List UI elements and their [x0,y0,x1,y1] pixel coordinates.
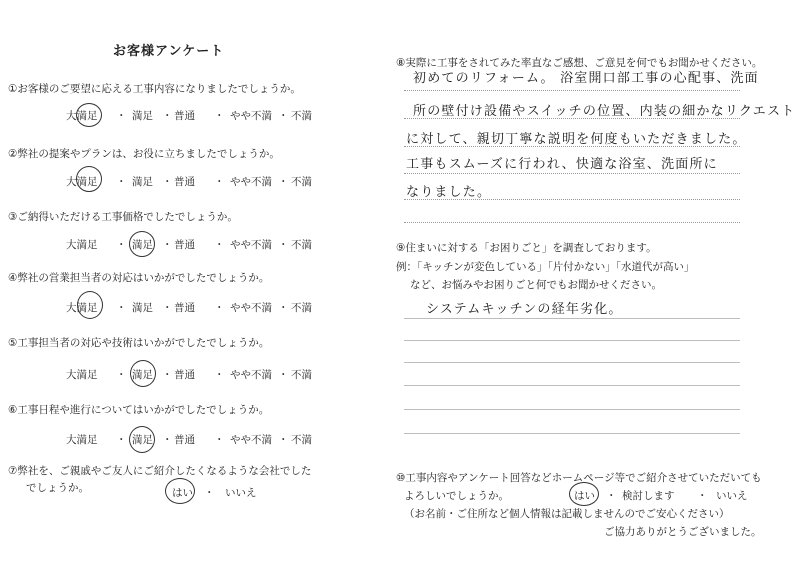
option-satisfied[interactable]: 満足 [132,176,153,188]
answer-rule [404,318,740,319]
question-6-options: 大満足 ・ 満足 ・ 普通 ・ やや不満 ・ 不満 [66,434,312,446]
answer-rule [404,146,740,147]
handwritten-answer-line: に対して、親切丁寧な説明を何度もいただきました。 [406,132,747,147]
answer-rule [404,385,740,386]
question-9-label: ⑨住まいに対する「お困りごと」を調査しております。 [396,242,657,254]
handwritten-answer-line: なりました。 [406,185,492,200]
answer-rule [404,173,740,174]
handwritten-answer-line: 所の壁付け設備やスイッチの位置、内装の細かなリクエスト [413,104,796,119]
handwritten-answer-line: 工事もスムーズに行われ、快適な浴室、洗面所に [406,157,718,172]
option-neutral[interactable]: 普通 [174,110,195,122]
question-8-label: ⑧実際に工事をされてみた率直なご感想、ご意見を何でもお聞かせください。 [396,57,763,69]
question-3-options: 大満足 ・ 満足 ・ 普通 ・ やや不満 ・ 不満 [66,239,312,251]
option-somewhat-dissatisfied[interactable]: やや不満 [230,110,272,122]
question-5-options: 大満足 ・ 満足 ・ 普通 ・ やや不満 ・ 不満 [66,369,312,381]
answer-rule [404,340,740,341]
option-satisfied[interactable]: 満足 [132,302,153,314]
question-2-label: ②弊社の提案やプランは、お役に立ちましたでしょうか。 [8,148,280,160]
answer-rule [404,362,740,363]
survey-title: お客様アンケート [113,44,225,59]
answer-rule [404,433,740,434]
option-satisfied[interactable]: 満足 [132,434,153,446]
answer-rule [404,118,740,119]
option-no[interactable]: いいえ [225,487,257,499]
question-3-label: ③ご納得いただける工事価格でしたでしょうか。 [8,211,238,223]
option-very-satisfied[interactable]: 大満足 [66,239,98,251]
option-yes[interactable]: はい [574,490,595,502]
question-10-label-line2: よろしいでしょうか。 [404,490,509,502]
answer-rule [404,409,740,410]
option-dissatisfied[interactable]: 不満 [291,110,312,122]
answer-rule [404,222,740,223]
option-no[interactable]: いいえ [716,490,748,502]
option-neutral[interactable]: 普通 [174,302,195,314]
question-9-note: など、お悩みやお困りごと何でもお聞かせください。 [410,279,662,291]
option-satisfied[interactable]: 満足 [132,369,153,381]
option-consider[interactable]: 検討します [622,490,675,502]
option-satisfied[interactable]: 満足 [132,239,153,251]
question-10-label-line1: ⑩工事内容やアンケート回答などホームページ等でご紹介させていただいても [396,472,762,484]
option-somewhat-dissatisfied[interactable]: やや不満 [230,434,272,446]
option-somewhat-dissatisfied[interactable]: やや不満 [230,239,272,251]
option-neutral[interactable]: 普通 [174,434,195,446]
question-4-label: ④弊社の営業担当者の対応はいかがでしたでしょうか。 [8,272,270,284]
question-7-label-line2: でしょうか。 [26,482,89,494]
option-dissatisfied[interactable]: 不満 [291,239,312,251]
survey-sheet: お客様アンケート ①お客様のご要望に応える工事内容になりましたでしょうか。 大満足 ・ 満足 ・ 普通 ・ やや不満 ・ 不満 ②弊社の提案やプランは、お役に立ちましたでしょうか。 大満足 ・ 満足 ・ 普通 ・ やや不満 ・ 不満 ③ご納得いただける工事価格でしたでしょうか。 大満足 ・ 満足 ・ 普通 ・ やや不満 ・ 不満 ④弊社の営業担当者の対応はいかがでしたでしょうか。 大満足 ・ 満足 ・ 普通 ・ やや不満 ・ 不満 ⑤工事担当者の対応や技術はいかがでしたでしょうか。 大満足 ・ 満足 ・ 普通 ・ やや不満 ・ 不満 ⑥工事日程や進行についてはいかがでしたでしょうか。 大満足 ・ 満足 ・ 普通 ・ やや不満 ・ 不満 ⑦弊社を、ご親戚やご友人にご紹介したくなるような会社でした でしょうか。 はい ・ いいえ ⑧実際に工事をされてみた率直なご感想、ご意見を何でもお聞かせください。 初めてのリフォーム。 浴室開口部工事の心配事、洗面 所の壁付け設備やスイッチの位置、内装の細かなリクエスト に対して、親切丁寧な説明を何度もいただきました。 工事もスムーズに行われ、快適な浴室、洗面所に なりました。 ⑨住まいに対する「お困りごと」を調査しております。 例：「キッチンが変色している」「片付かない」「水道代が高い」 など、お悩みやお困りごと何でもお聞かせください。 システムキッチンの経年劣化。 ⑩工事内容やアンケート回答などホームページ等でご紹介させていただいても よろしいでしょうか。 はい ・ 検討します ・ いいえ （お名前・ご住所など個人情報は記載しませんのでご安心ください） ご協力ありがとうございました。 [0,0,800,563]
question-2-options: 大満足 ・ 満足 ・ 普通 ・ やや不満 ・ 不満 [66,176,312,188]
option-satisfied[interactable]: 満足 [132,110,153,122]
option-very-satisfied[interactable]: 大満足 [66,110,98,122]
option-very-satisfied[interactable]: 大満足 [66,369,98,381]
option-somewhat-dissatisfied[interactable]: やや不満 [230,176,272,188]
option-very-satisfied[interactable]: 大満足 [66,176,98,188]
option-somewhat-dissatisfied[interactable]: やや不満 [230,302,272,314]
privacy-note: （お名前・ご住所など個人情報は記載しませんのでご安心ください） [404,508,730,520]
option-neutral[interactable]: 普通 [174,369,195,381]
option-yes[interactable]: はい [172,487,193,499]
question-5-label: ⑤工事担当者の対応や技術はいかがでしたでしょうか。 [8,337,270,349]
question-7-label-line1: ⑦弊社を、ご親戚やご友人にご紹介したくなるような会社でした [8,465,312,477]
option-dissatisfied[interactable]: 不満 [291,302,312,314]
question-4-options: 大満足 ・ 満足 ・ 普通 ・ やや不満 ・ 不満 [66,302,312,314]
option-very-satisfied[interactable]: 大満足 [66,434,98,446]
question-6-label: ⑥工事日程や進行についてはいかがでしたでしょうか。 [8,404,270,416]
answer-rule [404,199,740,200]
question-9-example: 例：「キッチンが変色している」「片付かない」「水道代が高い」 [396,261,695,273]
closing-message: ご協力ありがとうございました。 [604,526,762,538]
option-neutral[interactable]: 普通 [174,176,195,188]
handwritten-answer-line: 初めてのリフォーム。 浴室開口部工事の心配事、洗面 [413,71,759,86]
option-very-satisfied[interactable]: 大満足 [66,302,98,314]
option-somewhat-dissatisfied[interactable]: やや不満 [230,369,272,381]
option-dissatisfied[interactable]: 不満 [291,434,312,446]
option-dissatisfied[interactable]: 不満 [291,369,312,381]
answer-rule [404,90,740,91]
question-1-options: 大満足 ・ 満足 ・ 普通 ・ やや不満 ・ 不満 [66,110,312,122]
option-neutral[interactable]: 普通 [174,239,195,251]
question-1-label: ①お客様のご要望に応える工事内容になりましたでしょうか。 [8,83,301,95]
option-dissatisfied[interactable]: 不満 [291,176,312,188]
handwritten-answer: システムキッチンの経年劣化。 [426,302,623,317]
